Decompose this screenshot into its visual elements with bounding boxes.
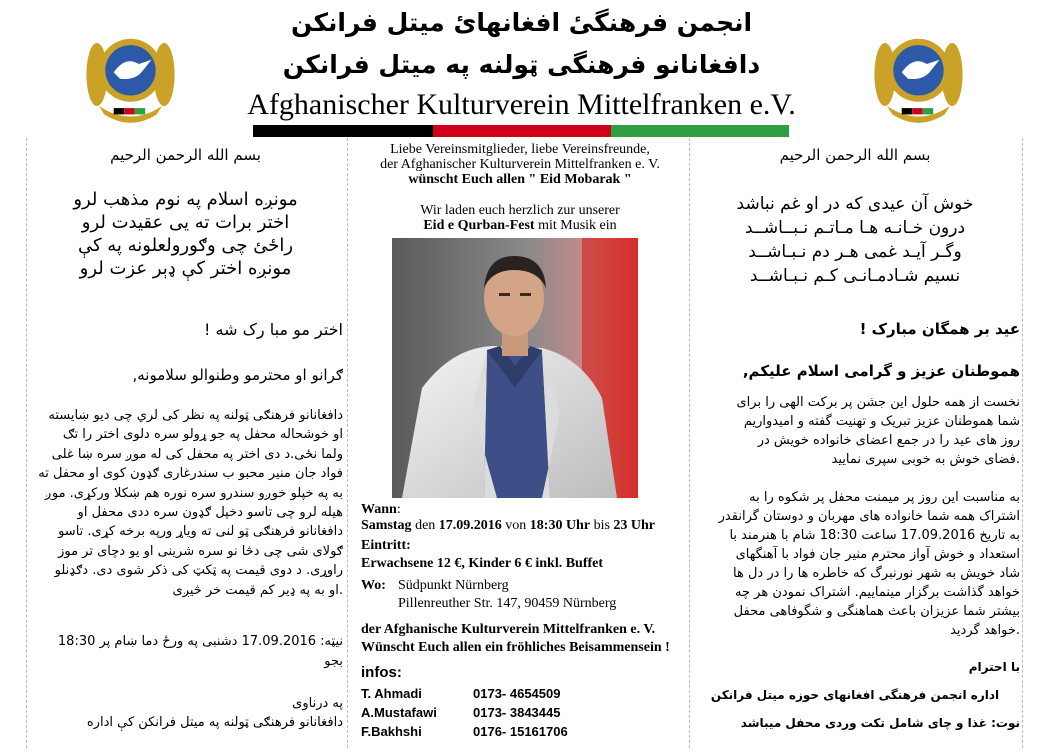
header-title-dari: انجمن فرهنگیٔ افغانهایٔ میتل فرانکن [290,8,753,37]
right-salutation: هموطنان عزیز و گرامی اسلام علیکم, [742,362,1020,380]
left-greeting: اختر مو مبا رک شه ! [204,320,343,339]
contact-phone: 0173- 4654509 [473,686,561,701]
left-salutation: ګرانو او محترمو وطنوالو سلامونه, [132,366,343,384]
when-day: Samstag [361,518,412,533]
intro-line: Liebe Vereinsmitglieder, liebe Vereinsfreunde, [390,142,650,157]
invite-line [355,218,685,233]
right-greeting: عید بر همگان مبارک ! [859,320,1020,338]
contact-phone: 0173- 3843445 [473,705,561,720]
closing-org: der Afghanische Kulturverein Mittelfranken e. V. [361,622,656,637]
when-colon: : [396,502,401,517]
fest-name: Eid e Qurban-Fest [423,218,535,233]
para-line: بیشتر شما عزیزان باعث هماهنگی و شگوفاهی محفل [733,604,1020,619]
right-regards: با احترام [968,660,1020,674]
contact-name: F.Bakhshi [361,724,422,739]
when-von: von [505,518,527,533]
left-date-line: نیټه: 17.09.2016 دشنبی په ورځ دما ښام پر 18:30 [57,634,343,649]
para-line: استعداد و خوش آواز محترم منیر جان فواد با آهنگهای [735,547,1020,562]
when-date: 17.09.2016 [438,518,502,533]
singer-photo [392,238,638,498]
poem-line: درون خـانـه هـا مـاتـم نـبــاشــد [744,218,966,238]
left-regards: په درناوی [292,696,343,711]
dove-emblem-icon [78,22,183,127]
entry-label: Eintritt: [361,538,411,553]
dove-emblem-icon [866,22,971,127]
flag-stripe-green [611,125,789,137]
invite-rest: mit Musik ein [534,218,617,233]
when-den: den [415,518,436,533]
contact-row [361,684,568,703]
intro-line: wünscht Euch allen " Eid Mobarak " [408,172,632,187]
poem-line: خوش آن عیدی که در او غم نباشد [736,194,974,214]
body-line: راوړی. د دوی قیمت په ټکټ کی ذکر شوی دی. دګډنلو [54,563,343,579]
when-label: Wann [361,502,397,517]
poem-line: راځئ چی وګورولعلونه په کې [77,235,294,256]
when-time-end: 23 Uhr [613,518,656,533]
left-body [28,406,343,600]
contact-phone: 0176- 15161706 [473,724,568,739]
center-intro [355,142,685,187]
contacts-list [361,684,568,741]
left-date-line-2: بجو [324,654,343,669]
when-time-start: 18:30 Uhr [529,518,591,533]
para-line: نخست از همه حلول این جشن پر برکت الهی را برای [736,395,1020,410]
left-org: دافغانانو فرهنګی ټولنه په میتل فرانکن کې اداره [86,715,343,730]
para-line: روز های عید را در جمع اعضای خانواده خویش در [757,433,1020,448]
para-line: به تاریخ 17.09.2016 ساعت 18:30 شام با هنرمند با [729,528,1020,543]
body-line: فواد جان منیر محبو ب سندرغاری ګډون کوی او محفل ته [38,466,343,482]
center-invite [355,203,685,233]
right-poem [690,192,1020,288]
when-details [361,518,655,534]
column-divider [26,138,27,748]
contact-row [361,722,568,741]
where-address: Pillenreuther Str. 147, 90459 Nürnberg [398,596,617,611]
when-row [361,502,401,518]
contact-name: A.Mustafawi [361,705,437,720]
flag-stripe-black [253,125,433,137]
right-note: نوت: غذا و چای شامل تکت وردی محفل میباشد [740,716,1020,730]
para-line: شما هموطنان عزیز تبریک و تهنیت گفته و امیدواریم [743,414,1020,429]
body-line: او خوشحاله محفل په جو ړولو سره دلوی اختر را تګ [62,427,343,443]
entry-prices: Erwachsene 12 €, Kinder 6 € inkl. Buffet [361,556,604,571]
para-line: .فضای خوش به خوبی سپری نمایید [831,452,1020,467]
poem-line: نسیم شـادمـانـی کـم نـبـاشــد [749,266,961,286]
poem-line: مونږه اسلام په نوم مذهب لرو [73,189,298,210]
right-para-2 [690,488,1020,640]
right-org: اداره انجمن فرهنگی افغانهای حوزه میتل فرانکن [710,688,1000,702]
left-poem [28,188,343,280]
column-divider [1022,138,1023,748]
left-bismillah: بسم الله الرحمن الرحیم [110,146,261,164]
body-line: به په خپلو خوږو سندرو سره نوره هم ښکلا ورکړی. موږ [44,485,343,501]
header-title-german: Afghanischer Kulturverein Mittelfranken e.V. [247,88,796,121]
infos-label: infos: [361,664,402,681]
poem-line: وگـر آیـد غمی هـر دم نـبـاشــد [748,242,962,262]
column-divider [347,138,348,748]
singer-photo-graphic [392,238,638,498]
contact-name: T. Ahmadi [361,686,422,701]
body-line: ګولای شی چی دڅا نو سره شرینی او یو دچای تر موز [58,543,343,559]
para-line: خواهد گذاشت برگزار مینماییم. اشتراک نمودن هر چه [735,585,1020,600]
body-line: دافغانانو فرهنګی ټو لنی ته ویاړ ورپه برخه کړی. تاسو [58,524,343,540]
right-bismillah: بسم الله الرحمن الرحیم [779,146,931,164]
where-label: Wo: [361,578,386,593]
flag-stripe-red [433,125,611,137]
poem-line: اختر برات ته یی عقیدت لرو [81,212,290,233]
para-line: به مناسبت این روز پر میمنت محفل پر شکوه را به [749,490,1020,505]
body-line: ولما نځی.د دی اختر په محفل کی له موږ سره ښا غلی [51,446,343,462]
closing-wish: Wünscht Euch allen ein fröhliches Beisammensein ! [361,640,670,655]
para-line: شاد خویش به شهر نورنبرگ که خاطره ها را در دل ها [733,566,1020,581]
header-title-pashto: دافغانانو فرهنگی ټولنه په میتل فرانکن [282,50,761,79]
para-line: .خواهد گردید [950,623,1020,638]
body-line: دافغانانو فرهنګی ټولنه په نظر کی لري چی دیو ښایسته [48,408,343,423]
right-para-1 [690,393,1020,469]
poem-line: مونږه اختر کې ډېر عزت لرو [79,258,292,279]
body-line: .او به په ډیر کم قیمت خر څیږی [172,582,343,598]
where-venue: Südpunkt Nürnberg [398,578,509,593]
when-bis: bis [593,518,610,533]
invite-line: Wir laden euch herzlich zur unserer [420,203,620,218]
body-line: هیله لرو چی تاسو دخپل ګډون سره ددی محفل او [77,505,343,521]
para-line: اشتراک همه شما خانواده های مهربان و دوستان گرانقدر [718,509,1020,524]
intro-line: der Afghanischer Kulturverein Mittelfranken e. V. [380,157,660,172]
contact-row [361,703,568,722]
